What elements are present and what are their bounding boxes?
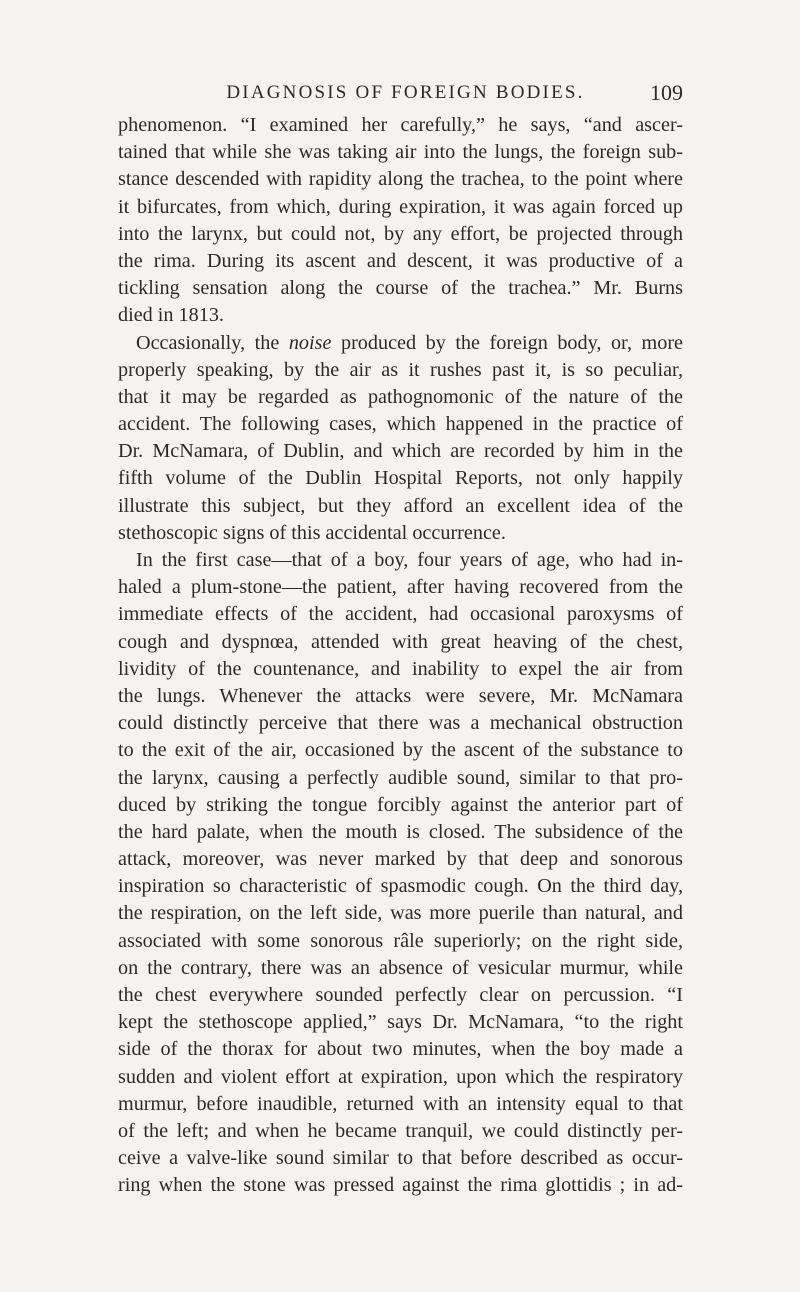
text-line: fifth volume of the Dublin Hospital Reports, not only happily bbox=[118, 467, 683, 490]
text-line: of the left; and when he became tranquil, we could distinctly per- bbox=[118, 1119, 683, 1142]
text-line: associated with some sonorous râle superiorly; on the right side, bbox=[118, 929, 683, 952]
text-line: cough and dyspnœa, attended with great heaving of the chest, bbox=[118, 630, 683, 653]
text-line: that it may be regarded as pathognomonic of the nature of the bbox=[118, 385, 683, 408]
text-line: ring when the stone was pressed against the rima glottidis ; in ad- bbox=[118, 1174, 683, 1197]
text-run: produced by the foreign body, or, more bbox=[331, 331, 683, 354]
text-line: the hard palate, when the mouth is closed. The subsidence of the bbox=[118, 820, 683, 843]
italic-word: noise bbox=[288, 331, 332, 354]
text-line: attack, moreover, was never marked by that deep and sonorous bbox=[118, 848, 683, 871]
text-line: to the exit of the air, occasioned by the ascent of the substance to bbox=[118, 739, 683, 762]
text-line: duced by striking the tongue forcibly against the anterior part of bbox=[118, 793, 683, 816]
text-line: tained that while she was taking air into the lungs, the foreign sub- bbox=[118, 141, 683, 164]
text-line: the lungs. Whenever the attacks were severe, Mr. McNamara bbox=[118, 684, 683, 707]
text-line: on the contrary, there was an absence of vesicular murmur, while bbox=[118, 956, 683, 979]
text-line: immediate effects of the accident, had occasional paroxysms of bbox=[118, 603, 683, 626]
text-line: the chest everywhere sounded perfectly clear on percussion. “I bbox=[118, 984, 683, 1006]
text-line: accident. The following cases, which happened in the practice of bbox=[118, 413, 683, 436]
text-line: illustrate this subject, but they afford an excellent idea of the bbox=[118, 494, 683, 517]
text-line: murmur, before inaudible, returned with an intensity equal to that bbox=[118, 1092, 683, 1115]
text-line: properly speaking, by the air as it rushes past it, is so peculiar, bbox=[118, 358, 683, 381]
body-text bbox=[118, 112, 683, 1200]
text-line: lividity of the countenance, and inability to expel the air from bbox=[118, 657, 683, 680]
text-line: inspiration so characteristic of spasmodic cough. On the third day, bbox=[118, 875, 683, 898]
text-line: the respiration, on the left side, was more puerile than natural, and bbox=[118, 902, 683, 925]
text-line: haled a plum-stone—the patient, after having recovered from the bbox=[118, 576, 683, 599]
text-line: it bifurcates, from which, during expiration, it was again forced up bbox=[118, 195, 683, 218]
text-line: stethoscopic signs of this accidental occurrence. bbox=[118, 521, 506, 544]
text-line: died in 1813. bbox=[118, 304, 224, 327]
text-line: tickling sensation along the course of the trachea.” Mr. Burns bbox=[118, 277, 683, 300]
page-header bbox=[128, 80, 683, 110]
text-line: could distinctly perceive that there was a mechanical obstruction bbox=[118, 712, 683, 735]
text-line: phenomenon. “I examined her carefully,” he says, “and ascer- bbox=[118, 114, 683, 136]
text-line: ceive a valve-like sound similar to that before described as occur- bbox=[118, 1147, 683, 1170]
text-line: In the first case—that of a boy, four years of age, who had in- bbox=[136, 549, 683, 571]
text-line: sudden and violent effort at expiration, upon which the respiratory bbox=[118, 1065, 683, 1088]
text-line: Dr. McNamara, of Dublin, and which are recorded by him in the bbox=[118, 440, 683, 463]
text-line: into the larynx, but could not, by any effort, be projected through bbox=[118, 222, 683, 245]
text-line: stance descended with rapidity along the trachea, to the point where bbox=[118, 168, 683, 191]
text-line: side of the thorax for about two minutes, when the boy made a bbox=[118, 1038, 683, 1061]
running-head: DIAGNOSIS OF FOREIGN BODIES. bbox=[226, 82, 585, 103]
text-line: the larynx, causing a perfectly audible sound, similar to that pro- bbox=[118, 766, 683, 789]
text-line bbox=[118, 330, 683, 357]
text-line: the rima. During its ascent and descent, it was productive of a bbox=[118, 249, 683, 272]
page-number: 109 bbox=[650, 80, 683, 105]
text-line: kept the stethoscope applied,” says Dr. McNamara, “to the right bbox=[118, 1011, 683, 1034]
text-run: Occasionally, the bbox=[136, 331, 289, 354]
